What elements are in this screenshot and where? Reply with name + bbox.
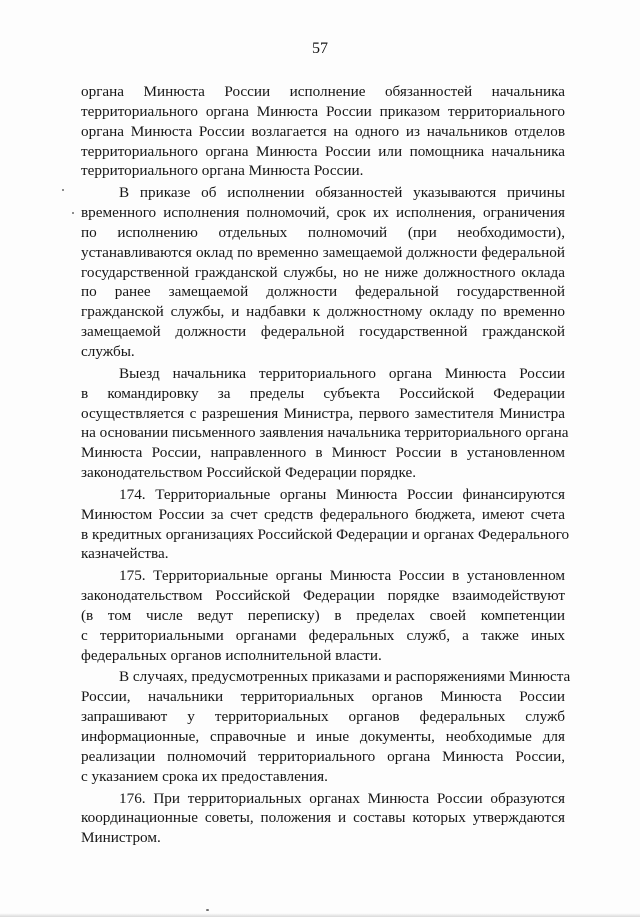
scan-speck: [72, 212, 74, 214]
text-line: с территориальными органами федеральных служб, а также иных: [81, 626, 565, 644]
text-line: по исполнению отдельных полномочий (при необходимости),: [81, 223, 565, 241]
text-line: службы.: [81, 342, 135, 360]
text-line: 174. Территориальные органы Минюста России финансируются: [119, 485, 565, 503]
text-line: России, начальники территориальных органов Минюста России: [81, 688, 565, 706]
text-line: федеральных органов исполнительной власти.: [81, 646, 382, 664]
text-line: Минюста России, направленного в Минюст России в установленном: [81, 444, 565, 462]
scan-speck: [206, 909, 209, 911]
text-line: территориального органа Минюста России приказом территориального: [81, 102, 565, 120]
text-line: информационные, справочные и иные документы, необходимые для: [81, 728, 565, 745]
text-line: на основании письменного заявления начальника территориального органа: [81, 424, 569, 442]
text-line: координационные советы, положения и составы которых утверждаются: [81, 809, 565, 827]
paragraph-p6: [81, 667, 571, 786]
text-line: законодательством Российской Федерации порядке.: [81, 464, 417, 482]
paragraph-p1: [81, 82, 565, 181]
text-line: территориального органа Минюста России или помощника начальника: [81, 142, 565, 160]
text-line: 175. Территориальные органы Минюста России в установленном: [119, 567, 565, 585]
text-line: в кредитных организациях Российской Федерации и органах Федерального: [81, 525, 570, 543]
text-line: замещаемой должности федеральной государственной гражданской: [81, 323, 565, 341]
text-line: (в том числе ведут переписку) в пределах своей компетенции: [81, 606, 565, 624]
scan-edge: [0, 913, 640, 917]
text-line: гражданской службы, и надбавки к должностному окладу по временно: [81, 303, 565, 321]
text-line: реализации полномочий территориального органа Минюста России,: [81, 747, 565, 765]
text-line: в командировку за пределы субъекта Российской Федерации: [81, 384, 565, 402]
text-line: В случаях, предусмотренных приказами и распоряжениями Минюста: [119, 668, 571, 686]
text-line: запрашивают у территориальных органов федеральных служб: [81, 708, 565, 726]
text-line: государственной гражданской службы, но не ниже должностного оклада: [81, 263, 565, 281]
paragraph-p3: [81, 364, 569, 483]
document-body: [81, 82, 571, 848]
paragraph-p5: [81, 566, 565, 665]
page-number: 57: [312, 40, 328, 57]
text-line: территориального органа Минюста России.: [81, 162, 364, 180]
text-line: Выезд начальника территориального органа Минюста России: [119, 364, 565, 382]
text-line: В приказе об исполнении обязанностей указываются причины: [119, 184, 565, 202]
text-line: осуществляется с разрешения Министра, первого заместителя Министра: [81, 404, 565, 422]
paragraph-p7: [81, 789, 565, 849]
text-line: законодательством Российской Федерации порядке взаимодействуют: [81, 587, 565, 605]
text-line: Министром.: [81, 829, 161, 847]
text-line: казначейства.: [81, 545, 169, 563]
text-line: временного исполнения полномочий, срок их исполнения, ограничения: [81, 204, 565, 222]
text-line: 176. При территориальных органах Минюста России образуются: [119, 789, 565, 807]
text-line: органа Минюста России возлагается на одного из начальников отделов: [81, 122, 565, 140]
text-line: органа Минюста России исполнение обязанностей начальника: [81, 83, 565, 100]
paragraph-p2: [81, 183, 565, 362]
paragraph-p4: [81, 485, 570, 564]
text-line: по ранее замещаемой должности федеральной государственной: [81, 283, 565, 301]
scan-speck: [62, 189, 64, 191]
text-line: устанавливаются оклад по временно замещаемой должности федеральной: [81, 243, 565, 261]
text-line: Минюстом России за счет средств федерального бюджета, имеют счета: [81, 505, 565, 523]
text-line: с указанием срока их предоставления.: [81, 767, 328, 785]
